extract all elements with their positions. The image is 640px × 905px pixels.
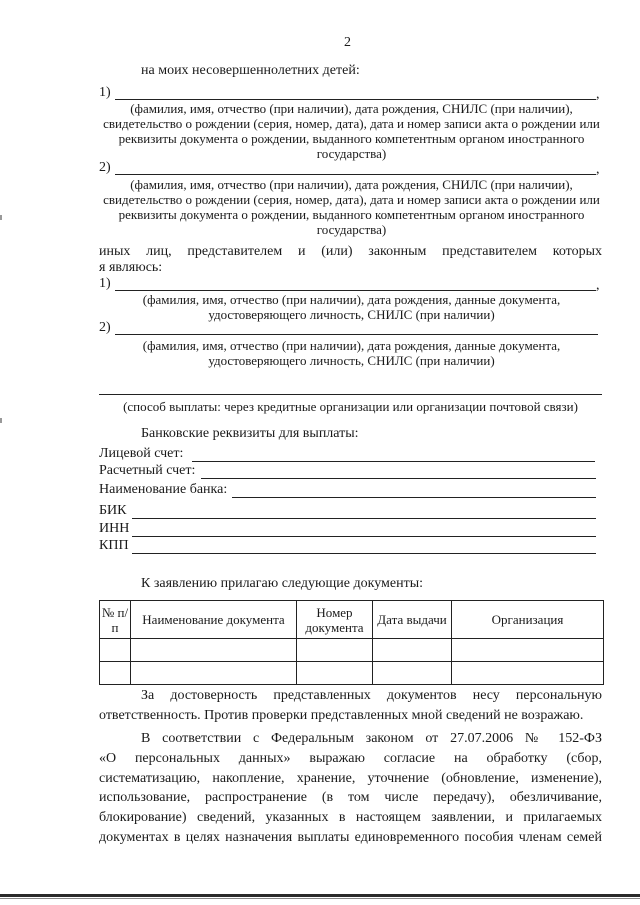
page-number: 2 (344, 35, 351, 50)
other-1-caption: (фамилия, имя, отчество (при наличии), дата рождения, данные документа, удостоверяющего личность, СНИЛС (при наличии) (142, 292, 561, 322)
table-cell[interactable] (131, 639, 297, 662)
scan-edge-mark (0, 418, 2, 423)
children-intro: на моих несовершеннолетних детей: (141, 63, 360, 78)
table-cell[interactable] (373, 639, 452, 662)
account-input-line[interactable] (192, 461, 595, 462)
child-1-number: 1) (99, 85, 111, 100)
table-cell[interactable] (100, 662, 131, 685)
bank-name-input-line[interactable] (232, 497, 596, 498)
child-1-caption: (фамилия, имя, отчество (при наличии), дата рождения, СНИЛС (при наличии), свидетельство о рождении (серия, номер, дата), дата и номер записи акта о рождении или реквизиты документа о рождении, выданного компетентным органом иностранного государства) (103, 101, 600, 161)
inn-input-line[interactable] (132, 536, 596, 537)
col-header-document-number: Номер документа (297, 601, 373, 639)
table-cell[interactable] (452, 639, 604, 662)
bank-name-label: Наименование банка: (99, 482, 228, 497)
inn-label: ИНН (99, 521, 130, 536)
documents-intro: К заявлению прилагаю следующие документы: (141, 576, 424, 591)
other-1-number: 1) (99, 276, 111, 291)
table-cell[interactable] (297, 662, 373, 685)
comma: , (596, 87, 600, 102)
bik-label: БИК (99, 503, 127, 518)
kpp-input-line[interactable] (132, 553, 596, 554)
child-2-caption: (фамилия, имя, отчество (при наличии), дата рождения, СНИЛС (при наличии), свидетельство о рождении (серия, номер, дата), дата и номер записи акта о рождении или реквизиты документа о рождении, выданного компетентным органом иностранного государства) (103, 177, 600, 237)
table-cell[interactable] (373, 662, 452, 685)
scan-edge-mark (0, 215, 2, 220)
other-2-caption: (фамилия, имя, отчество (при наличии), дата рождения, данные документа, удостоверяющего личность, СНИЛС (при наличии) (142, 338, 561, 368)
table-row (100, 639, 604, 662)
scan-border (0, 894, 640, 897)
responsibility-text-2: ответственность. Против проверки представленных мной сведений не возражаю. (99, 708, 584, 723)
table-header-row (100, 601, 604, 639)
account-label: Лицевой счет: (99, 446, 184, 461)
responsibility-text: За достоверность представленных документов несу персональную (141, 688, 602, 703)
bik-input-line[interactable] (132, 518, 596, 519)
child-2-input-line[interactable] (115, 174, 596, 175)
table-cell[interactable] (131, 662, 297, 685)
payment-method-caption: (способ выплаты: через кредитные организации или организации почтовой связи) (123, 399, 578, 414)
table-cell[interactable] (297, 639, 373, 662)
consent-text: блокирование) сведений, указанных в настоящем заявлении, и прилагаемых (99, 810, 602, 825)
documents-table (99, 600, 604, 685)
table-cell[interactable] (452, 662, 604, 685)
comma: , (596, 278, 600, 293)
table-row (100, 662, 604, 685)
col-header-document-name: Наименование документа (131, 601, 297, 639)
other-2-number: 2) (99, 320, 111, 335)
payment-method-input-line[interactable] (99, 394, 602, 395)
col-header-number: № п/п (100, 601, 131, 639)
bank-heading: Банковские реквизиты для выплаты: (141, 426, 359, 441)
consent-text: В соответствии с Федеральным законом от 27.07.2006 № 152-ФЗ (141, 731, 602, 746)
kpp-label: КПП (99, 538, 129, 553)
consent-text: использование, распространение (в том числе передачу), обезличивание, (99, 790, 602, 805)
consent-text: «О персональных данных» выражаю согласие на обработку (сбор, (99, 751, 602, 766)
other-2-input-line[interactable] (115, 334, 598, 335)
settlement-account-label: Расчетный счет: (99, 463, 196, 478)
col-header-organization: Организация (452, 601, 604, 639)
consent-text: документах в целях назначения выплаты единовременного пособия членам семей (99, 830, 602, 845)
settlement-account-input-line[interactable] (201, 478, 596, 479)
other-1-input-line[interactable] (115, 290, 596, 291)
col-header-issue-date: Дата выдачи (373, 601, 452, 639)
scan-border (0, 898, 640, 899)
consent-text: систематизацию, накопление, хранение, уточнение (обновление, изменение), (99, 771, 602, 786)
table-cell[interactable] (100, 639, 131, 662)
other-persons-text-2: я являюсь: (99, 260, 163, 275)
other-persons-text: иных лиц, представителем и (или) законным представителем которых (99, 244, 602, 259)
child-1-input-line[interactable] (115, 99, 596, 100)
child-2-number: 2) (99, 160, 111, 175)
comma: , (596, 162, 600, 177)
